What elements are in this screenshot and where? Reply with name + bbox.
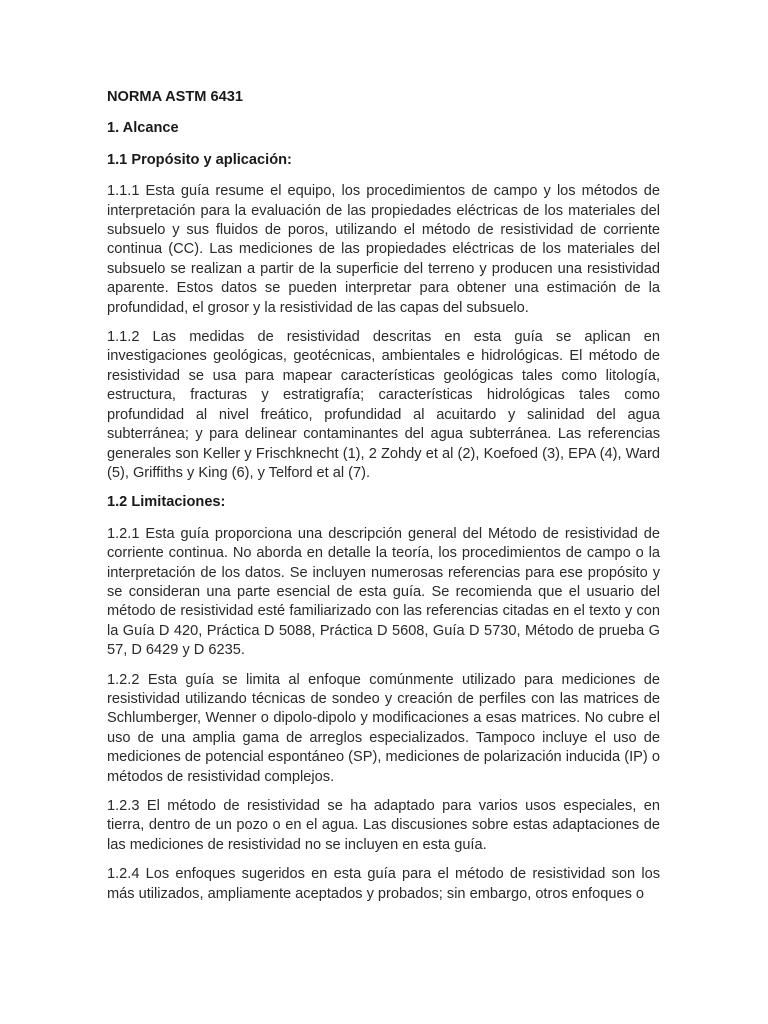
paragraph-1-2-1: 1.2.1 Esta guía proporciona una descripción general del Método de resistividad de corriente continua. No aborda en detalle la teoría, los procedimientos de campo o la interpretación de los datos. Se incluyen numerosas referencias para ese propósito y se consideran una parte esencial de esta guía. Se recomienda que el usuario del método de resistividad esté familiarizado con las referencias citadas en el texto y con la Guía D 420, Práctica D 5088, Práctica D 5608, Guía D 5730, Método de prueba G 57, D 6429 y D 6235. (107, 525, 660, 659)
paragraph-1-2-2: 1.2.2 Esta guía se limita al enfoque comúnmente utilizado para mediciones de resistividad utilizando técnicas de sondeo y creación de perfiles con las matrices de Schlumberger, Wenner o dipolo-dipolo y modificaciones a esas matrices. No cubre el uso de una amplia gama de arreglos especializados. Tampoco incluye el uso de mediciones de potencial espontáneo (SP), mediciones de polarización inducida (IP) o métodos de resistividad complejos. (107, 671, 660, 785)
paragraph-1-2-4: 1.2.4 Los enfoques sugeridos en esta guía para el método de resistividad son los más utilizados, ampliamente aceptados y probados; sin embargo, otros enfoques o (107, 866, 660, 902)
document-title: NORMA ASTM 6431 (107, 89, 243, 105)
document-page (107, 88, 660, 914)
section-heading-limitaciones: 1.2 Limitaciones: (107, 494, 226, 511)
section-heading-proposito: 1.1 Propósito y aplicación: (107, 151, 292, 168)
paragraph-1-2-3: 1.2.3 El método de resistividad se ha adaptado para varios usos especiales, en tierra, dentro de un pozo o en el agua. Las discusiones sobre estas adaptaciones de las mediciones de resistividad no se incluyen en esta guía. (107, 798, 660, 853)
paragraph-1-1-1: 1.1.1 Esta guía resume el equipo, los procedimientos de campo y los métodos de interpretación para la evaluación de las propiedades eléctricas de los materiales del subsuelo y sus fluidos de poros, utilizando el método de resistividad de corriente continua (CC). Las mediciones de las propiedades eléctricas de los materiales del subsuelo se realizan a partir de la superficie del terreno y producen una resistividad aparente. Estos datos se pueden interpretar para obtener una estimación de la profundidad, el grosor y la resistividad de las capas del subsuelo. (107, 183, 660, 316)
paragraph-1-1-2: 1.1.2 Las medidas de resistividad descritas en esta guía se aplican en investigaciones geológicas, geotécnicas, ambientales e hidrológicas. El método de resistividad se usa para mapear características geológicas tales como litología, estructura, fracturas y estratigrafía; características hidrológicas tales como profundidad al nivel freático, profundidad al acuitardo y salinidad del agua subterránea; y para delinear contaminantes del agua subterránea. Las referencias generales son Keller y Frischknecht (1), 2 Zohdy et al (2), Koefoed (3), EPA (4), Ward (5), Griffiths y King (6), y Telford et al (7). (107, 329, 660, 481)
section-heading-alcance: 1. Alcance (107, 120, 179, 137)
